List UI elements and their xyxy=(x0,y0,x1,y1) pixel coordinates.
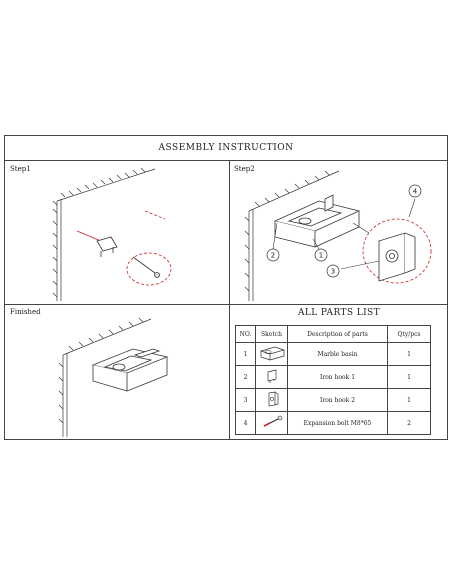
row-description: Marble basin xyxy=(288,343,388,366)
row-description: Iron hook 1 xyxy=(288,366,388,389)
parts-table xyxy=(235,325,431,435)
sketch-cell xyxy=(256,412,288,435)
basin-icon xyxy=(258,344,286,362)
row-qty: 1 xyxy=(388,366,431,389)
row-qty: 1 xyxy=(388,389,431,412)
table-row xyxy=(236,366,431,389)
bolt-icon xyxy=(258,413,286,431)
hook2-icon xyxy=(258,390,286,408)
drill-marks xyxy=(77,211,165,241)
table-row xyxy=(236,412,431,435)
step2-drawing xyxy=(229,161,449,304)
hook-icon xyxy=(97,237,117,257)
header-sketch: Sketch xyxy=(256,326,288,343)
callout-4: 4 xyxy=(412,187,418,196)
step1-drawing xyxy=(5,161,229,304)
step1-label: Step1 xyxy=(10,165,31,173)
table-row xyxy=(236,343,431,366)
row-no: 2 xyxy=(236,366,256,389)
basin-icon xyxy=(275,201,359,247)
callout-3: 3 xyxy=(330,267,336,276)
callout-2: 2 xyxy=(270,251,276,260)
finished-label: Finished xyxy=(10,308,41,316)
step2-label: Step2 xyxy=(234,165,255,173)
row-no: 3 xyxy=(236,389,256,412)
callout-1: 1 xyxy=(318,251,324,260)
hook1-icon xyxy=(258,367,286,385)
row-qty: 1 xyxy=(388,343,431,366)
table-header-row xyxy=(236,326,431,343)
table-row xyxy=(236,389,431,412)
bolt-icon xyxy=(133,257,160,278)
bracket-detail-icon xyxy=(379,233,415,281)
sheet-title: ASSEMBLY INSTRUCTION xyxy=(5,136,447,161)
row-qty: 2 xyxy=(388,412,431,435)
row-description: Iron hook 2 xyxy=(288,389,388,412)
row-description: Expansion bolt M8*65 xyxy=(288,412,388,435)
sketch-cell xyxy=(256,389,288,412)
parts-list-title: ALL PARTS LIST xyxy=(298,308,380,318)
basin-icon xyxy=(93,349,167,391)
header-no: NO. xyxy=(236,326,256,343)
sketch-cell xyxy=(256,366,288,389)
header-description: Description of parts xyxy=(288,326,388,343)
row-no: 1 xyxy=(236,343,256,366)
header-qty: Qty/pcs xyxy=(388,326,431,343)
sketch-cell xyxy=(256,343,288,366)
finished-drawing xyxy=(5,305,229,440)
row-no: 4 xyxy=(236,412,256,435)
wall-icon xyxy=(53,168,155,301)
